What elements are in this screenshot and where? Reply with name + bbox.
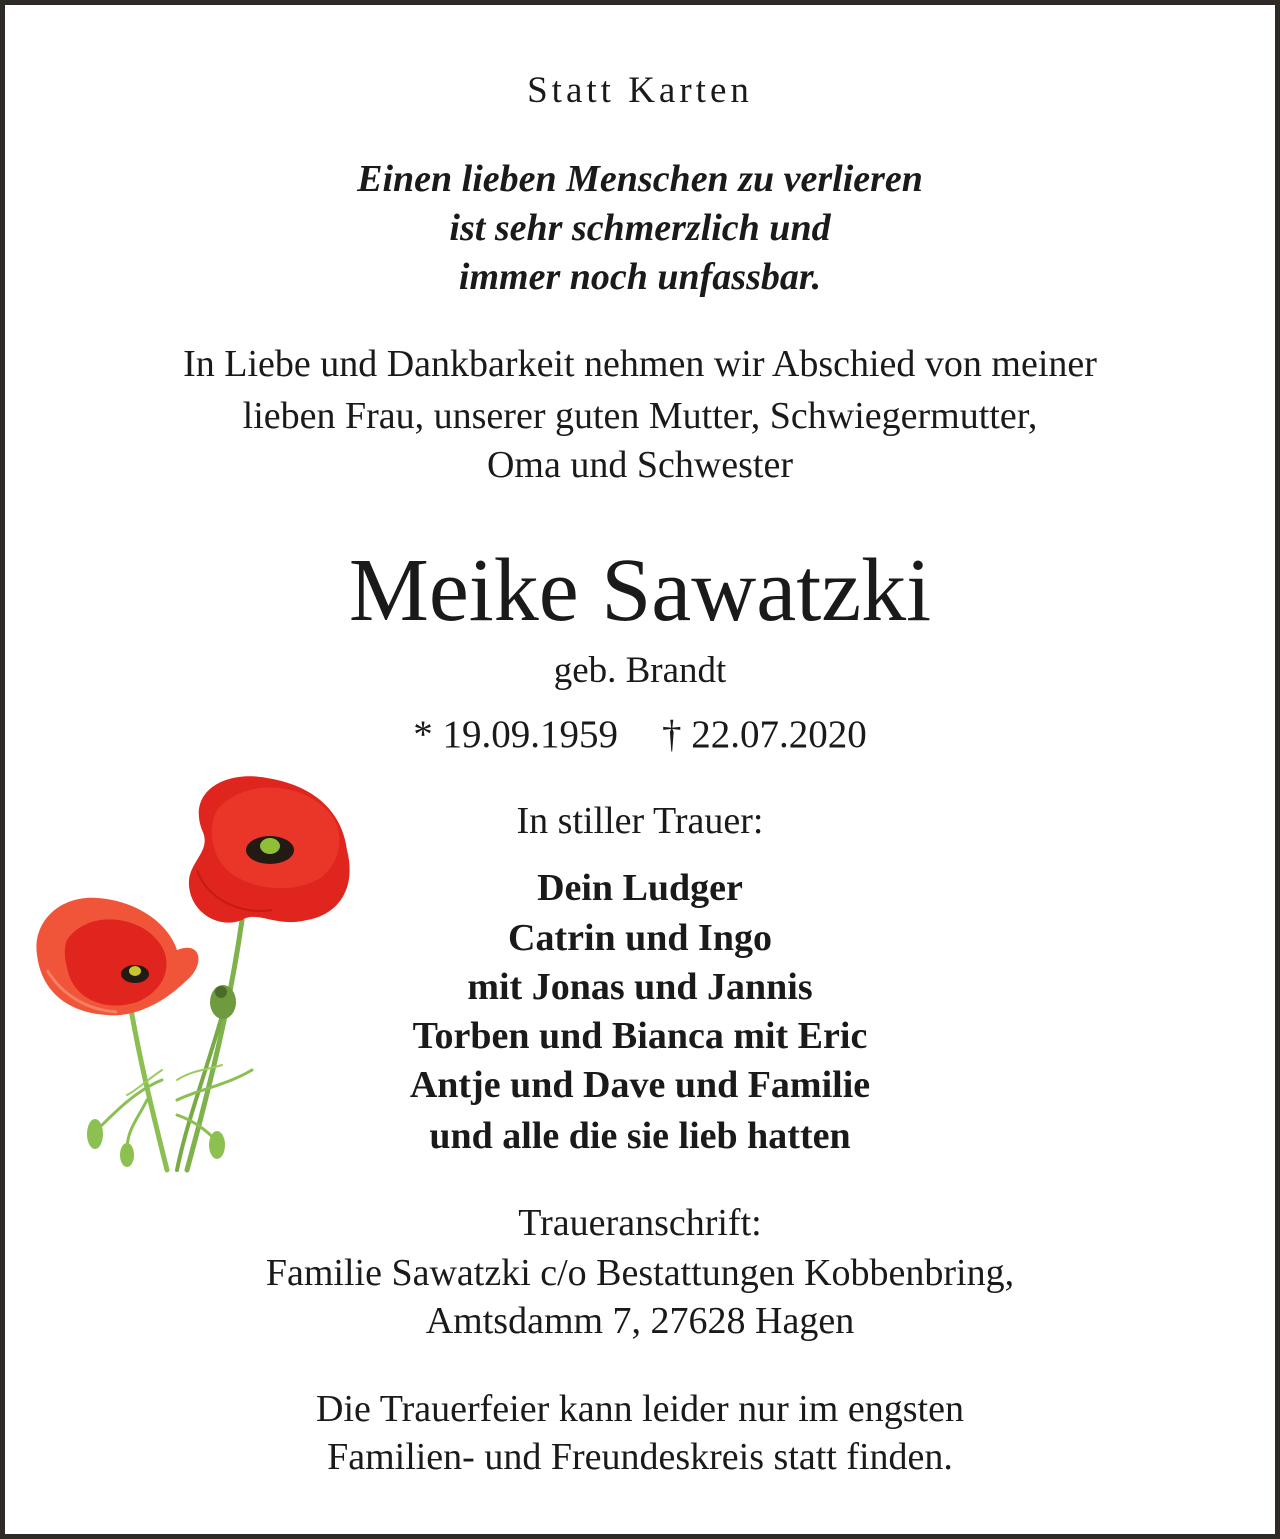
address-label: Traueranschrift:: [518, 1202, 762, 1244]
address-line-1: Familie Sawatzki c/o Bestattungen Kobbenbring,: [265, 1252, 1015, 1294]
mourner-line-2: Catrin und Ingo: [508, 917, 772, 959]
mourning-label: In stiller Trauer:: [516, 800, 764, 842]
note-line-1: Die Trauerfeier kann leider nur im engsten: [316, 1388, 964, 1430]
quote-line-1: Einen lieben Menschen zu verlieren: [357, 158, 923, 200]
birth-date: * 19.09.1959: [413, 713, 618, 756]
deceased-name: Meike Sawatzki: [348, 541, 932, 640]
intro-line-1: In Liebe und Dankbarkeit nehmen wir Abschied von meiner: [183, 343, 1097, 385]
mourner-line-1: Dein Ludger: [537, 867, 743, 909]
intro-line-2: lieben Frau, unserer guten Mutter, Schwiegermutter,: [242, 395, 1038, 437]
quote-line-2: ist sehr schmerzlich und: [449, 207, 831, 249]
intro-line-3: Oma und Schwester: [486, 444, 794, 486]
life-dates: [5, 710, 1275, 760]
mourner-line-3: mit Jonas und Jannis: [467, 966, 813, 1008]
quote-line-3: immer noch unfassbar.: [458, 256, 822, 298]
death-date: † 22.07.2020: [662, 713, 867, 756]
mourner-line-4: Torben und Bianca mit Eric: [412, 1015, 868, 1057]
mourner-line-6: und alle die sie lieb hatten: [429, 1115, 851, 1157]
note-line-2: Familien- und Freundeskreis statt finden.: [327, 1436, 953, 1478]
mourner-line-5: Antje und Dave und Familie: [409, 1064, 871, 1106]
address-line-2: Amtsdamm 7, 27628 Hagen: [425, 1300, 855, 1342]
header-statt-karten: Statt Karten: [527, 70, 753, 111]
maiden-name: geb. Brandt: [553, 650, 727, 691]
